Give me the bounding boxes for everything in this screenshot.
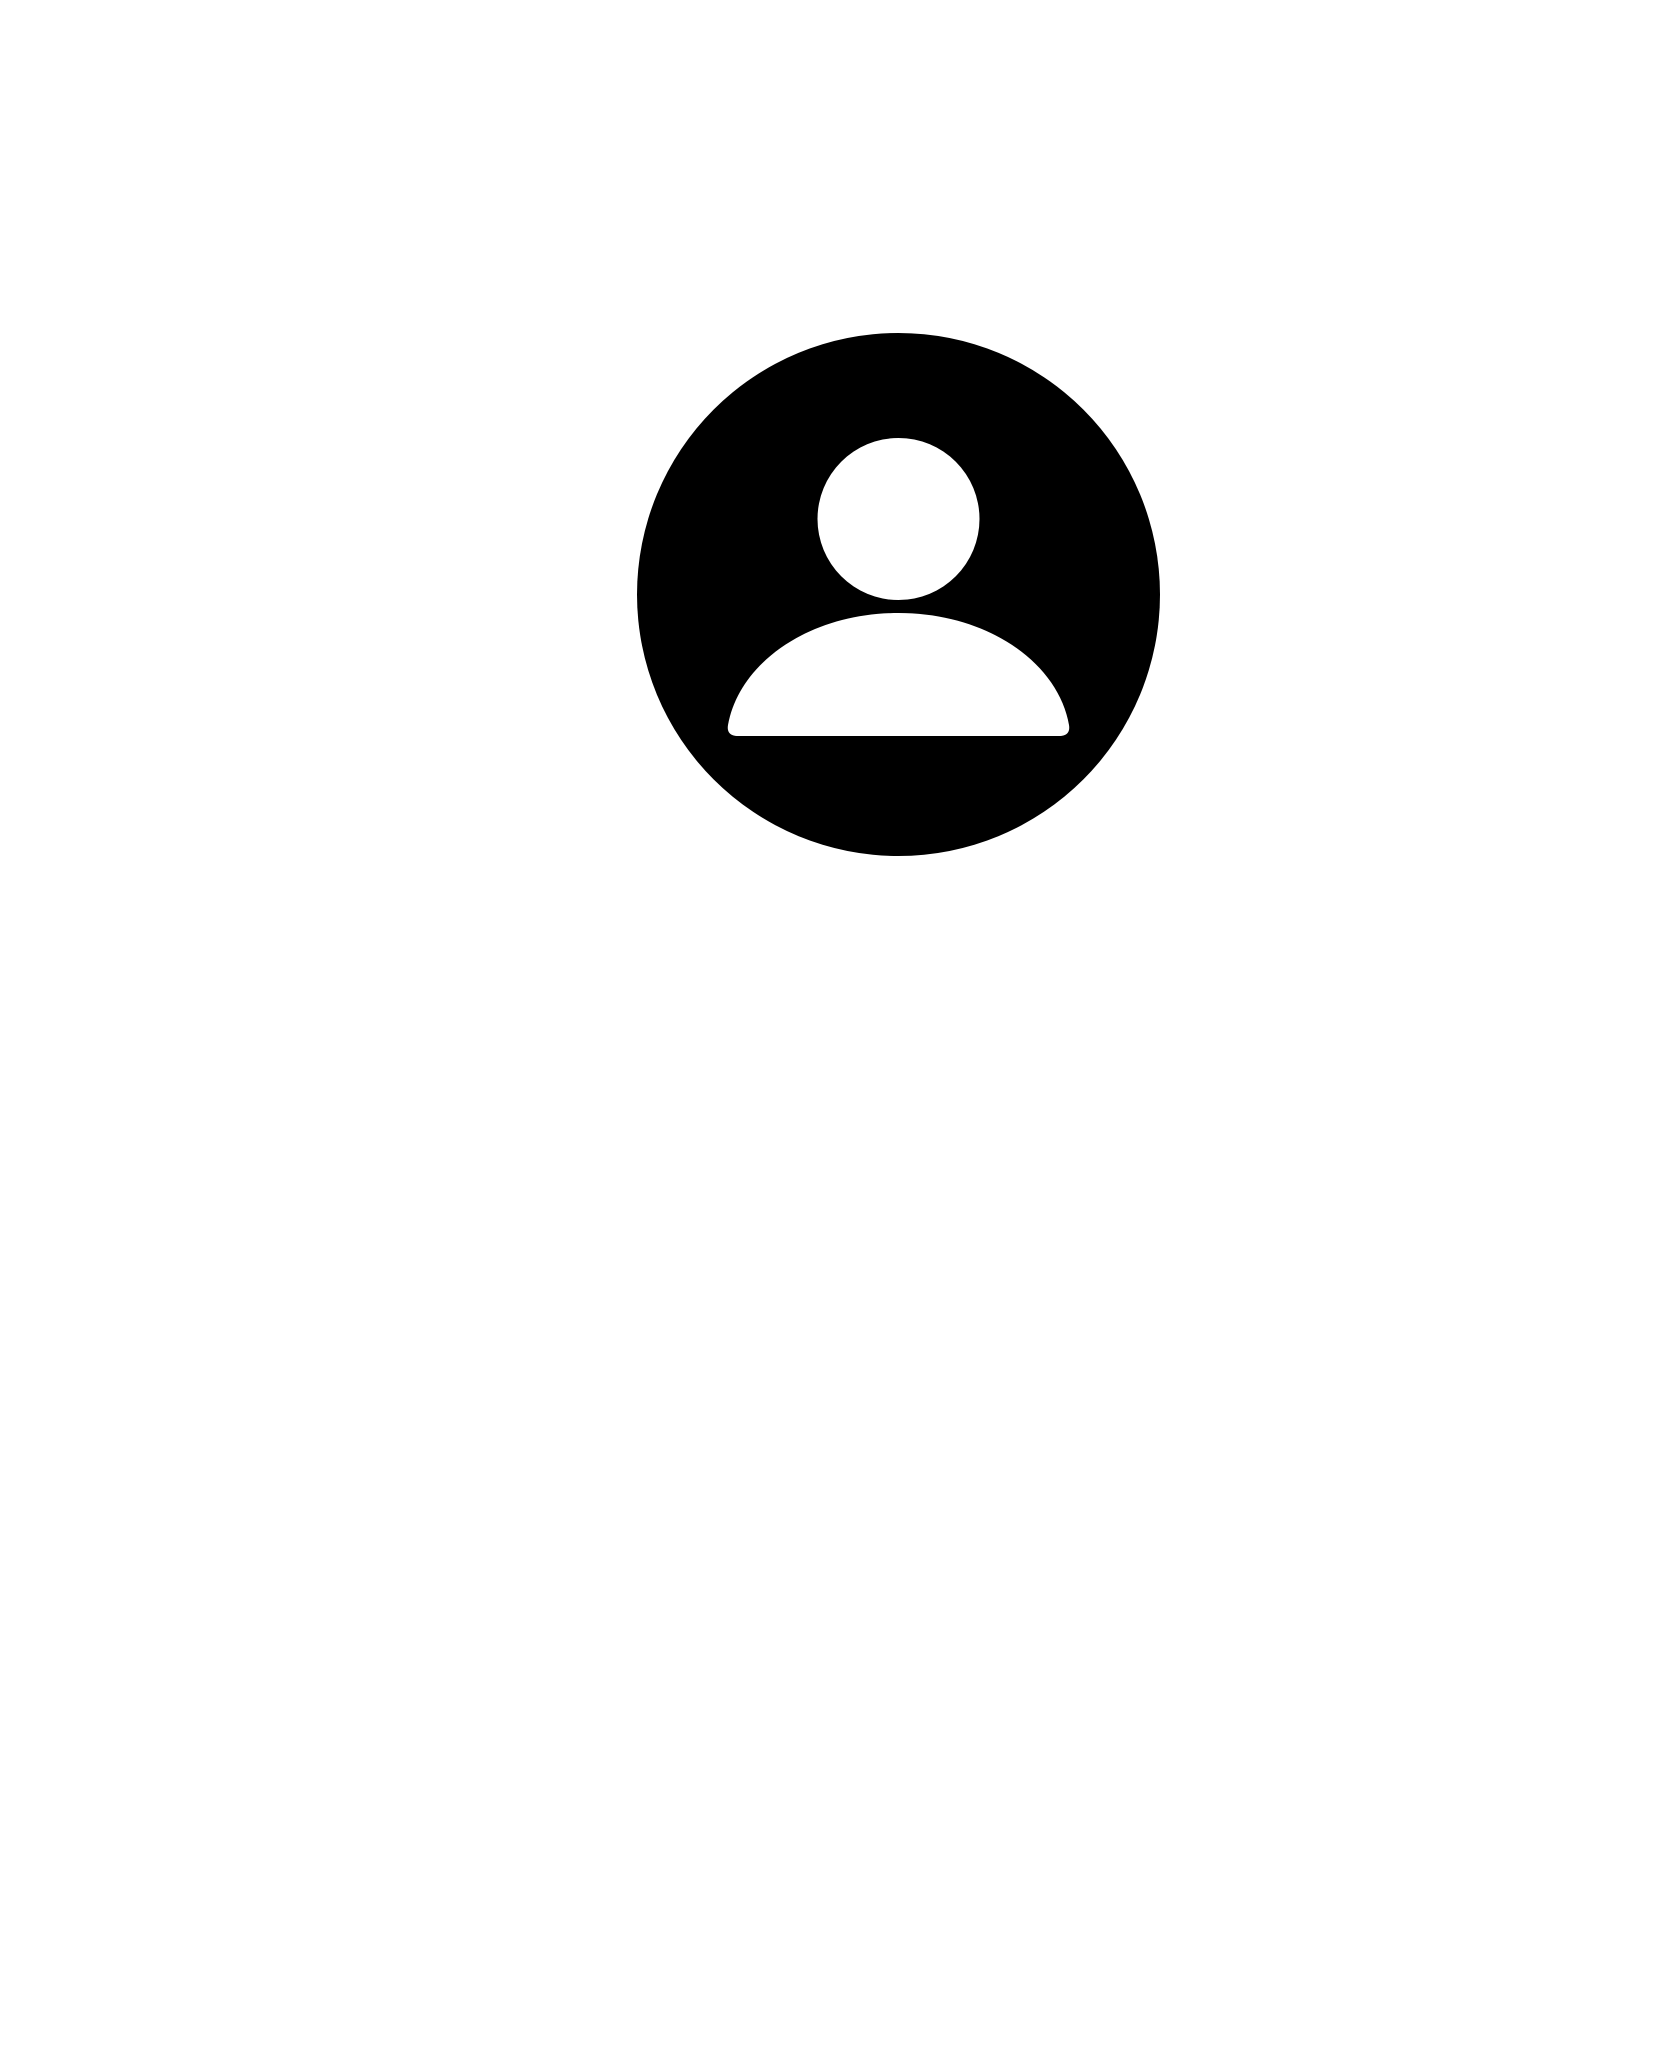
person-icon[interactable] bbox=[637, 333, 1160, 856]
avatar-head bbox=[818, 438, 980, 600]
